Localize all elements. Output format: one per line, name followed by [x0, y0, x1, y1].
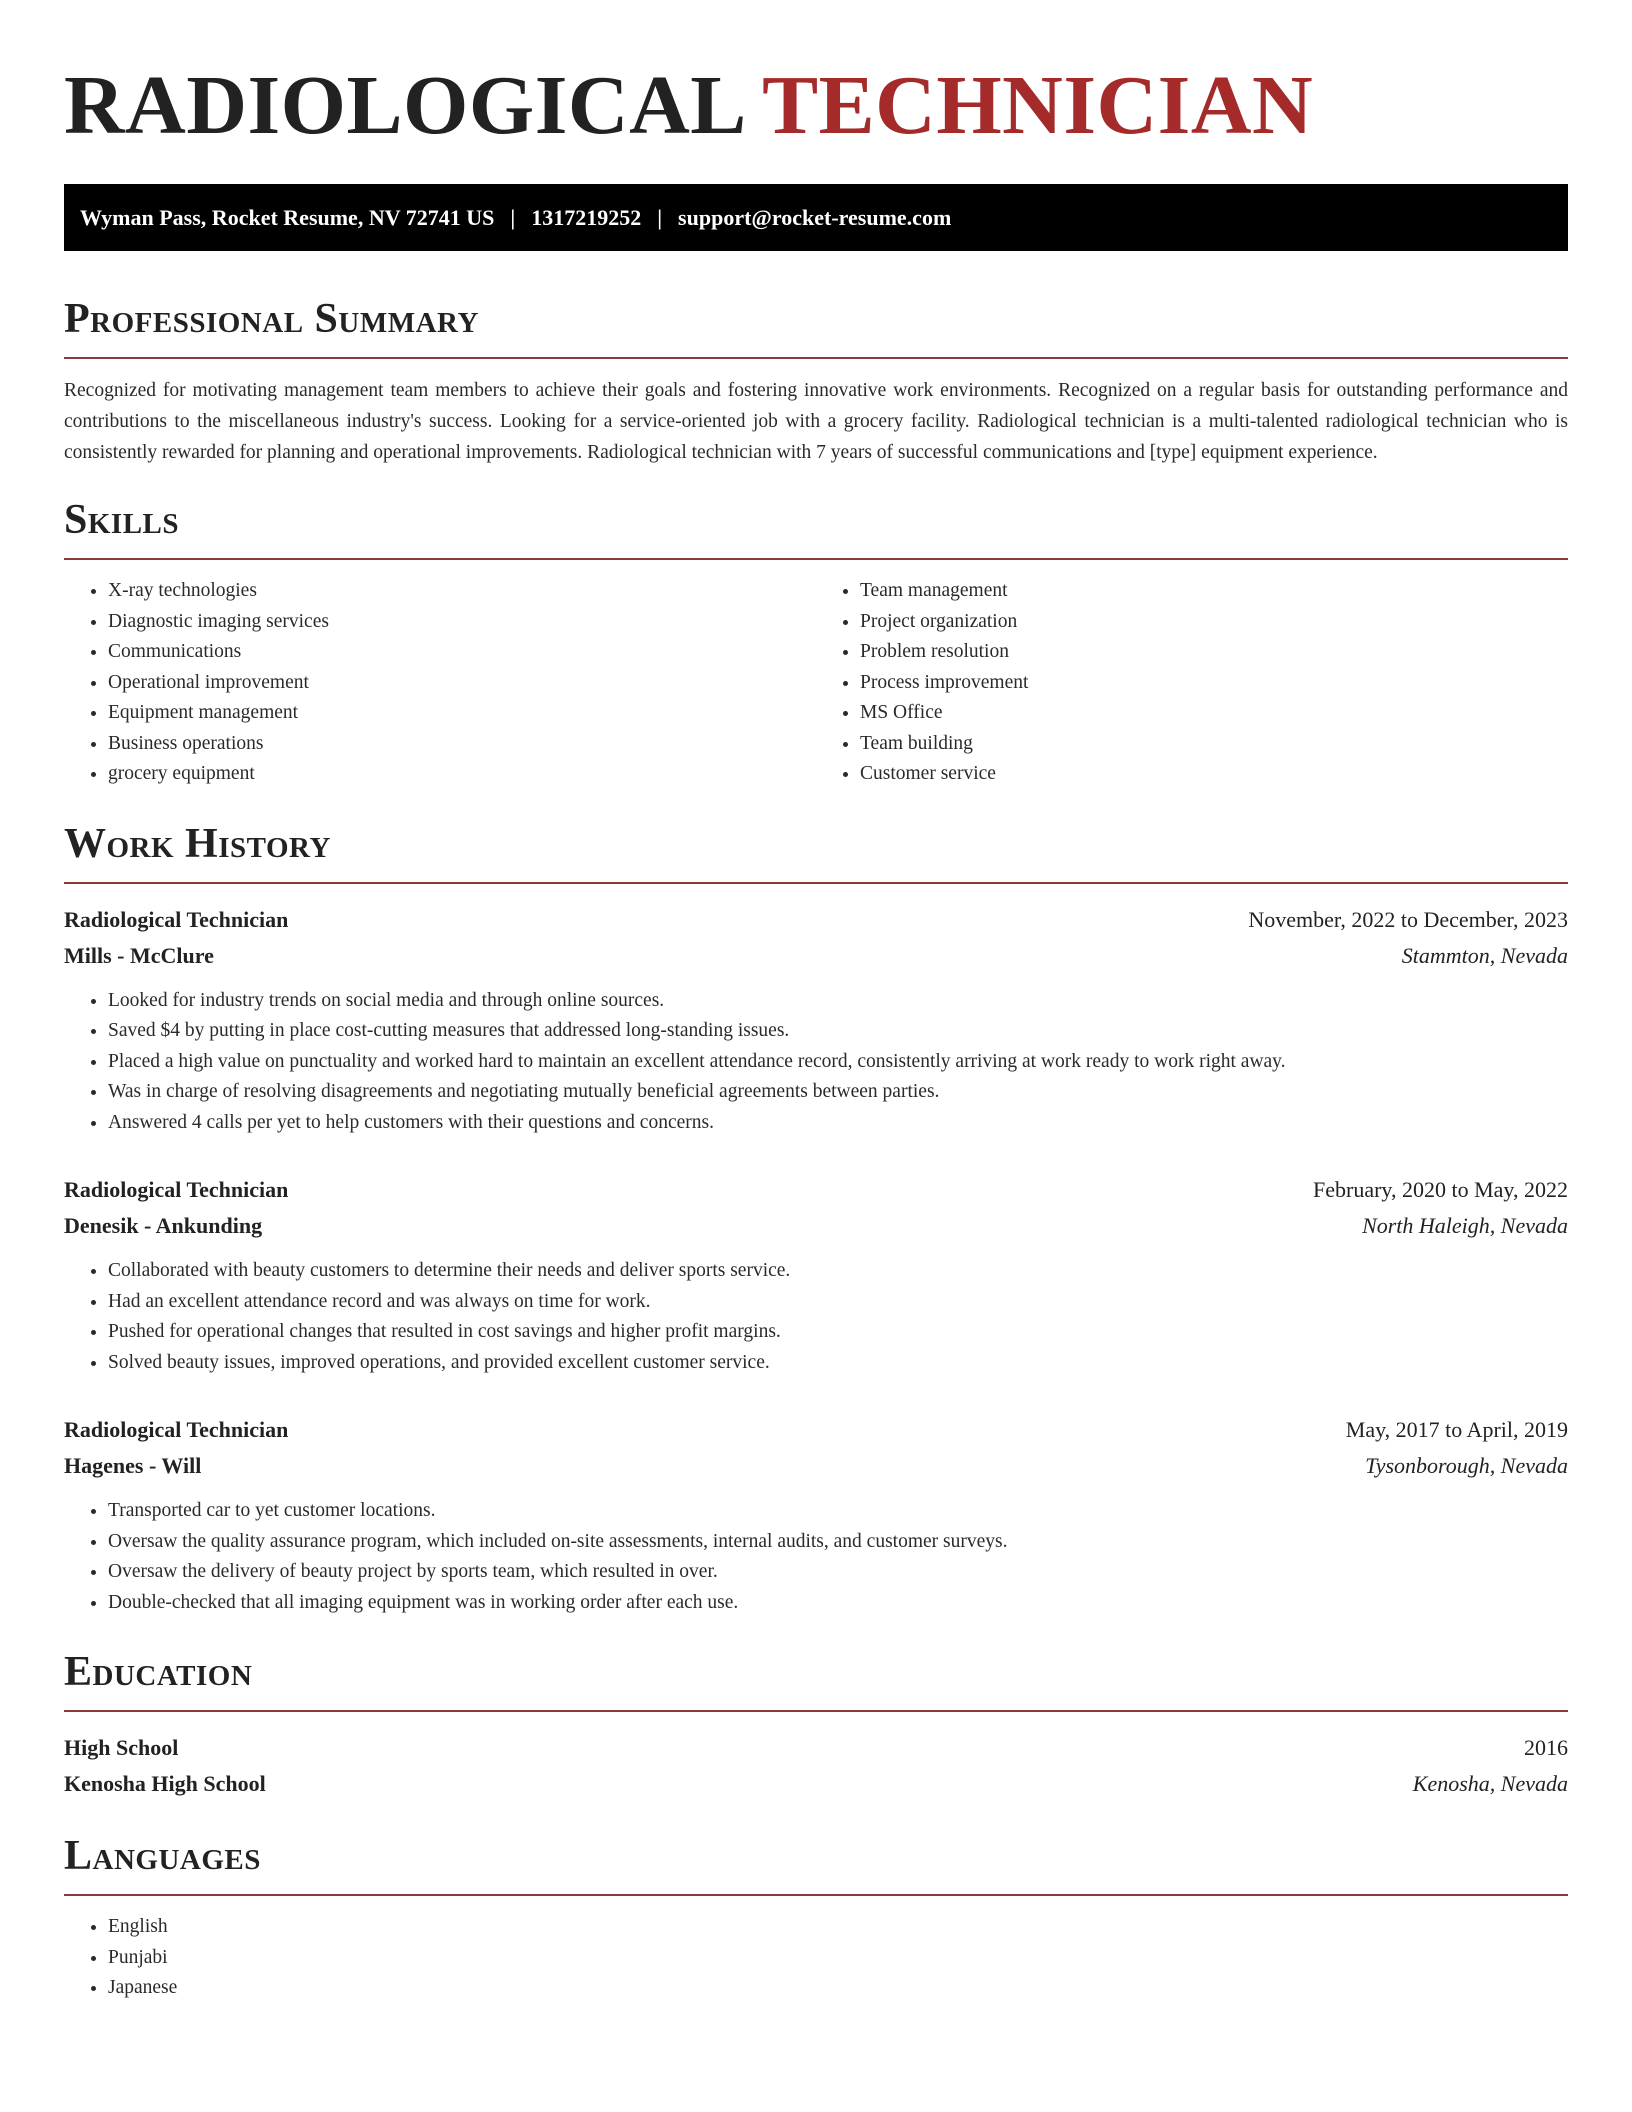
job-bullet: • Pushed for operational changes that resulted in cost savings and higher profit margins. — [108, 1317, 1568, 1348]
skill-item: • X-ray technologies — [108, 576, 816, 607]
education-year: 2016 — [1524, 1735, 1568, 1760]
job-bullets — [64, 1496, 1568, 1618]
job-bullet: • Transported car to yet customer locations. — [108, 1496, 1568, 1527]
job-bullet: • Placed a high value on punctuality and worked hard to maintain an excellent attendance record, consistently arriving at work ready to work right away. — [108, 1047, 1568, 1078]
skills-heading: Skills — [64, 496, 1568, 560]
job-bullet: • Double-checked that all imaging equipment was in working order after each use. — [108, 1588, 1568, 1619]
job-bullets — [64, 986, 1568, 1139]
contact-email: support@rocket-resume.com — [678, 204, 952, 230]
job-bullet: • Answered 4 calls per yet to help customers with their questions and concerns. — [108, 1108, 1568, 1139]
skill-item: • Operational improvement — [108, 668, 816, 699]
education-heading: Education — [64, 1648, 1568, 1712]
job-entry — [64, 1172, 1568, 1378]
skills-column-right — [816, 576, 1568, 790]
languages-heading: Languages — [64, 1832, 1568, 1896]
job-entry — [64, 1412, 1568, 1618]
job-bullet: • Oversaw the quality assurance program, which included on-site assessments, internal audits, and customer surveys. — [108, 1527, 1568, 1558]
skill-item: • Diagnostic imaging services — [108, 607, 816, 638]
contact-separator: | — [657, 204, 663, 230]
job-entry — [64, 902, 1568, 1139]
name-last: TECHNICIAN — [762, 59, 1314, 152]
skills-column-left — [64, 576, 816, 790]
education-degree: High School — [64, 1735, 179, 1760]
job-bullet: • Looked for industry trends on social media and through online sources. — [108, 986, 1568, 1017]
job-employer: Denesik - Ankunding — [64, 1213, 263, 1238]
education-school: Kenosha High School — [64, 1771, 266, 1796]
skill-item: • Team management — [860, 576, 1568, 607]
languages-list — [64, 1912, 1568, 2004]
job-bullet: • Saved $4 by putting in place cost-cutting measures that addressed long-standing issues. — [108, 1016, 1568, 1047]
education-entry — [64, 1730, 1568, 1802]
skill-item: • Project organization — [860, 607, 1568, 638]
language-item: • Japanese — [108, 1973, 1568, 2004]
job-title: Radiological Technician — [64, 1177, 289, 1202]
job-dates: May, 2017 to April, 2019 — [1345, 1417, 1568, 1442]
job-bullet: • Oversaw the delivery of beauty project by sports team, which resulted in over. — [108, 1557, 1568, 1588]
job-bullet: • Solved beauty issues, improved operations, and provided excellent customer service. — [108, 1348, 1568, 1379]
job-employer: Hagenes - Will — [64, 1453, 202, 1478]
summary-heading: Professional Summary — [64, 295, 1568, 359]
job-employer: Mills - McClure — [64, 942, 214, 968]
skill-item: • Team building — [860, 729, 1568, 760]
skills-list — [64, 576, 1568, 790]
skill-item: • Process improvement — [860, 668, 1568, 699]
job-location: North Haleigh, Nevada — [1362, 1213, 1568, 1238]
contact-phone: 1317219252 — [531, 204, 642, 230]
resume-name — [64, 56, 1568, 152]
work-history-heading: Work History — [64, 820, 1568, 884]
skill-item: • MS Office — [860, 698, 1568, 729]
education-location: Kenosha, Nevada — [1412, 1771, 1568, 1796]
contact-address: Wyman Pass, Rocket Resume, NV 72741 US — [80, 204, 495, 230]
job-bullet: • Collaborated with beauty customers to determine their needs and deliver sports service. — [108, 1256, 1568, 1287]
name-first: RADIOLOGICAL — [64, 59, 743, 152]
job-bullets — [64, 1256, 1568, 1378]
language-item: • English — [108, 1912, 1568, 1943]
job-bullet: • Was in charge of resolving disagreements and negotiating mutually beneficial agreements between parties. — [108, 1077, 1568, 1108]
contact-separator: | — [510, 204, 516, 230]
job-dates: February, 2020 to May, 2022 — [1313, 1177, 1568, 1202]
skill-item: • Equipment management — [108, 698, 816, 729]
skill-item: • Problem resolution — [860, 637, 1568, 668]
contact-bar — [64, 184, 1568, 251]
job-title: Radiological Technician — [64, 1417, 289, 1442]
job-dates: November, 2022 to December, 2023 — [1248, 906, 1568, 932]
skill-item: • Customer service — [860, 759, 1568, 790]
skill-item: • Communications — [108, 637, 816, 668]
job-title: Radiological Technician — [64, 906, 289, 932]
skill-item: • grocery equipment — [108, 759, 816, 790]
summary-text: Recognized for motivating management team members to achieve their goals and fostering innovative work environments. Recognized on a regular basis for outstanding performance and contributions to the miscellaneous industry's success. Looking for a service-oriented job with a grocery facility. Radiological technician is a multi-talented radiological technician who is consistently rewarded for planning and operational improvements. Radiological technician with 7 years of successful communications and [type] equipment experience. — [64, 380, 1568, 463]
skill-item: • Business operations — [108, 729, 816, 760]
job-location: Tysonborough, Nevada — [1365, 1453, 1568, 1478]
language-item: • Punjabi — [108, 1943, 1568, 1974]
job-location: Stammton, Nevada — [1401, 942, 1568, 968]
job-bullet: • Had an excellent attendance record and was always on time for work. — [108, 1287, 1568, 1318]
